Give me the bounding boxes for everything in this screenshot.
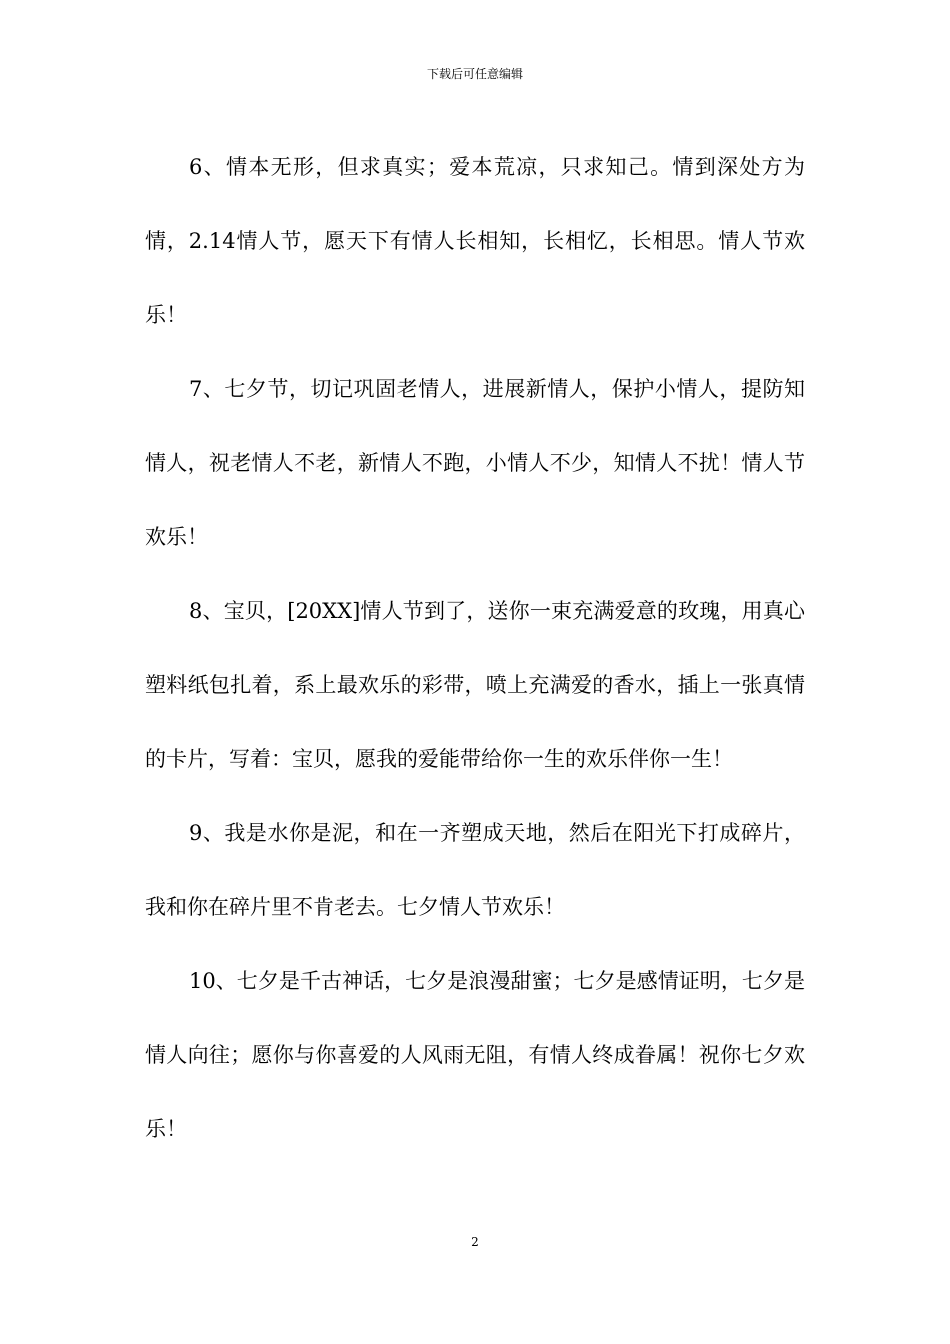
paragraph-10: 10、七夕是千古神话，七夕是浪漫甜蜜；七夕是感情证明，七夕是情人向往；愿你与你喜爱的人风雨无阻，有情人终成眷属！祝你七夕欢乐！ bbox=[145, 969, 805, 1141]
paragraph-8: 8、宝贝，[20XX]情人节到了，送你一束充满爱意的玫瑰，用真心塑料纸包扎着，系上最欢乐的彩带，喷上充满爱的香水，插上一张真情的卡片，写着：宝贝，愿我的爱能带给你一生的欢乐伴你一生！ bbox=[145, 599, 805, 771]
paragraph-9: 9、我是水你是泥，和在一齐塑成天地，然后在阳光下打成碎片，我和你在碎片里不肯老去。七夕情人节欢乐！ bbox=[145, 821, 805, 919]
paragraph-7: 7、七夕节，切记巩固老情人，进展新情人，保护小情人，提防知情人，祝老情人不老，新情人不跑，小情人不少，知情人不扰！情人节欢乐！ bbox=[145, 377, 805, 549]
page-number: 2 bbox=[471, 1235, 479, 1249]
document-body bbox=[145, 130, 805, 1166]
paragraph-6: 6、情本无形，但求真实；爱本荒凉，只求知己。情到深处方为情，2.14情人节，愿天下有情人长相知，长相忆，长相思。情人节欢乐！ bbox=[145, 155, 805, 327]
page-header: 下载后可任意编辑 bbox=[426, 67, 523, 81]
